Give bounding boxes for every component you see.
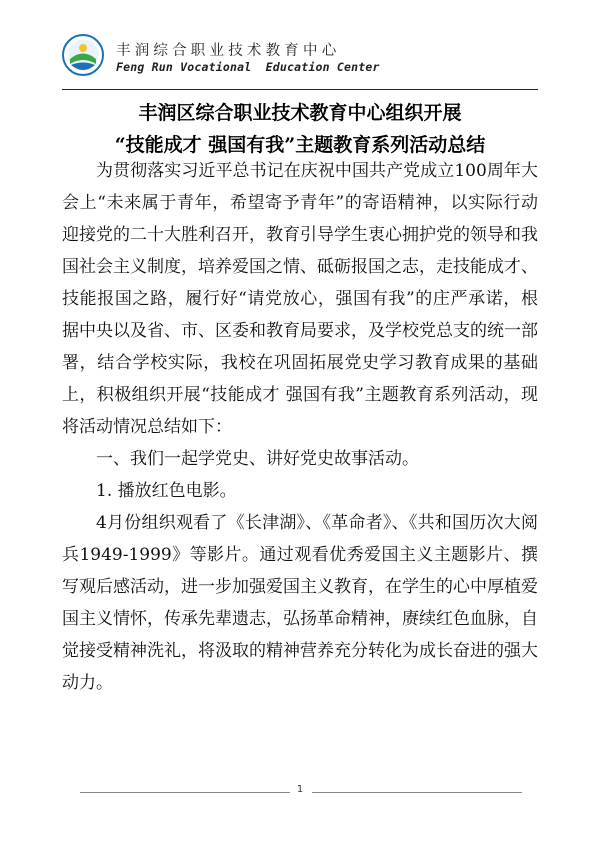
page-number: 1 xyxy=(296,784,304,795)
footer-rule-right xyxy=(312,792,522,793)
org-name-chinese: 丰润综合职业技术教育中心 xyxy=(116,43,341,59)
movie-paragraph: 4月份组织观看了《长津湖》、《革命者》、《共和国历次大阅兵1949-1999》等影片。通过观看优秀爱国主义主题影片、撰写观后感活动，进一步加强爱国主义教育，在学生的心中厚植爱国主义情怀，传承先辈遗志，弘扬革命精神，赓续红色血脉，自觉接受精神洗礼，将汲取的精神营养充分转化为成长奋进的强大动力。 xyxy=(62,513,538,693)
page-header xyxy=(62,34,538,90)
footer-rule-left xyxy=(80,792,290,793)
org-name-english: Feng Run Vocational Education Center xyxy=(116,60,380,74)
header-divider xyxy=(62,89,538,90)
document-body xyxy=(62,155,538,699)
school-logo-icon xyxy=(62,34,104,76)
document-title-line-2: “技能成才 强国有我”主题教育系列活动总结 xyxy=(114,134,486,156)
subsection-heading: 1. 播放红色电影。 xyxy=(96,481,237,501)
intro-paragraph: 为贯彻落实习近平总书记在庆祝中国共产党成立100周年大会上“未来属于青年，希望寄予青年”的寄语精神，以实际行动迎接党的二十大胜利召开，教育引导学生衷心拥护党的领导和我国社会主义制度，培养爱国之情、砥砺报国之志，走技能成才、技能报国之路，履行好“请党放心，强国有我”的庄严承诺，根据中央以及省、市、区委和教育局要求，及学校党总支的统一部署，结合学校实际，我校在巩固拓展党史学习教育成果的基础上，积极组织开展“技能成才 强国有我”主题教育系列活动，现将活动情况总结如下： xyxy=(62,161,538,437)
document-title-line-1: 丰润区综合职业技术教育中心组织开展 xyxy=(138,102,462,124)
section-heading: 一、我们一起学党史、讲好党史故事活动。 xyxy=(96,449,419,469)
